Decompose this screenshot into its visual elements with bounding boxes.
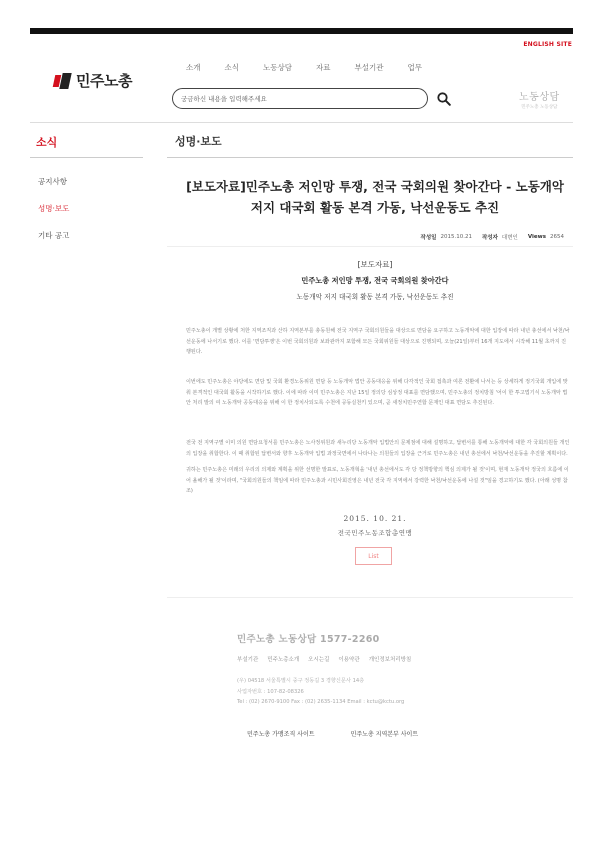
footer-site-member-orgs[interactable]: 민주노총 가맹조직 사이트 <box>247 731 315 738</box>
nav-item-affiliates[interactable]: 부설기관 <box>354 63 384 72</box>
article-paragraph-3: 전국 전 지역구별 이미 의원 면담요청서를 민주노총은 노사정위원과 새누리당 노동개악 입법안의 문제점에 대해 설명하고, 답변서를 통해 노동개악에 대한 각 국회의원들 개인의 입장을 취합한다. 이 때 취합된 답변서와 향후 노동개악 입법 과정국면에서 나타나는 의원들의 입장을 근거로 민주노총은 내년 총선에서 낙천/낙선운동을 추진할 계획이다. <box>186 440 570 457</box>
sidebar-divider <box>30 157 143 158</box>
sign-date: 2015. 10. 21. <box>343 514 407 523</box>
consult-link[interactable] <box>519 88 560 110</box>
search-icon[interactable] <box>437 92 451 106</box>
article-paragraph-2: 이번에도 민주노총은 야당에도 면담 및 국회 환경노동위원 면담 등 노동개악 법안 공동대응을 위해 다각적인 국회 접촉과 여론 전환에 나서는 등 상세하게 정기국회 개입에 맞춰 본격적인 대국회 활동을 시작하기로 했다. 이에 따라 이미 민주노총은 지난 15일 정의당 심상정 대표를 면담했으며, 민주노총의 정치방침 '어이 한 투고법기식 노동개악 법안 처리 발의 여 노동개악 공동대응을 위해 이 한 정치사되도록 수천에 공동실천키 있으며, 곧 새정치민주연합 문재인 대표 면담도 추진된다. <box>186 379 568 407</box>
date-label: 작성일 <box>420 235 437 241</box>
header-divider <box>30 122 573 123</box>
footer-divider <box>167 597 573 598</box>
main-nav <box>186 62 446 73</box>
footer-title: 민주노총 노동상담 1577-2260 <box>237 634 380 645</box>
english-site-link[interactable]: ENGLISH SITE <box>523 41 572 48</box>
nav-item-news[interactable]: 소식 <box>224 63 239 72</box>
logo-text: 민주노총 <box>76 72 132 90</box>
article-paragraph-1: 민주노총이 개별 상황에 처한 지역조직과 산하 지역본부를 총동원해 전국 지역구 국회의원들을 대상으로 면담을 요구하고 노동개악에 대한 입장에 따라 내년 총선에서 낙천/낙선운동에 나서기로 했다. 이를 '면담투쟁'은 이번 국회의원과 보좌관까지 포함해 모든 국회위원들 대상으로 진행되며, 오늘(21일)부터 16개 지도에서 시작해 11월 초까지 진행된다. <box>186 328 570 356</box>
logo-icon <box>54 73 72 89</box>
views-value: 2654 <box>550 234 564 240</box>
footer-sites <box>247 729 418 738</box>
footer-site-regional[interactable]: 민주노총 지역본부 사이트 <box>350 731 419 738</box>
author-value: 대변인 <box>501 235 518 241</box>
views-label: Views <box>527 234 546 240</box>
press-subtitle: 노동개악 저지 대국회 활동 본격 가동, 낙선운동도 추진 <box>296 293 454 301</box>
nav-item-consult[interactable]: 노동상담 <box>263 63 292 72</box>
footer-links <box>237 655 420 663</box>
footer-link-privacy[interactable]: 개인정보처리방침 <box>368 657 412 663</box>
logo[interactable] <box>54 70 132 91</box>
footer-contact: Tel : (02) 2670-9100 Fax : (02) 2635-1134 Email : kctu@kctu.org <box>237 699 405 705</box>
press-title: 민주노총 저인망 투쟁, 전국 국회의원 찾아간다 <box>301 276 449 285</box>
nav-item-resources[interactable]: 자료 <box>315 63 331 72</box>
article-title-line1: [보도자료]민주노총 저인망 투쟁, 전국 국회의원 찾아간다 - 노동개악 <box>186 179 564 194</box>
sidebar-item-other-notice[interactable]: 기타 공고 <box>38 231 70 240</box>
date-value: 2015.10.21 <box>440 234 472 240</box>
footer-link-about[interactable]: 민주노총소개 <box>267 657 300 663</box>
press-label: [보도자료] <box>357 260 393 269</box>
sidebar-item-press[interactable]: 성명·보도 <box>38 204 70 213</box>
nav-item-intro[interactable]: 소개 <box>186 63 201 72</box>
search-box <box>172 88 428 109</box>
footer-link-directions[interactable]: 오시는길 <box>308 657 330 663</box>
top-bar <box>30 28 573 34</box>
consult-sub-label: 민주노총 노동상담 <box>521 105 558 110</box>
nav-item-work[interactable]: 업무 <box>407 63 422 72</box>
consult-main-label: 노동상담 <box>519 92 560 103</box>
footer-address: (우) 04518 서울특별시 중구 정동길 3 경향신문사 14층 <box>237 678 365 684</box>
meta-divider <box>167 246 573 247</box>
list-button[interactable]: List <box>355 547 392 565</box>
author-label: 작성자 <box>481 235 498 241</box>
article-title-line2: 저지 대국회 활동 본격 가동, 낙선운동도 추진 <box>250 200 500 215</box>
search-input[interactable] <box>173 94 413 104</box>
footer-link-terms[interactable]: 이용약관 <box>338 657 360 663</box>
sidebar-item-notice[interactable]: 공지사항 <box>38 177 67 186</box>
sign-organization: 전국민주노동조합총연맹 <box>337 529 413 537</box>
article-meta <box>421 233 571 241</box>
footer-business-number: 사업자번호 : 107-82-08326 <box>237 689 304 695</box>
sidebar-title: 소식 <box>36 136 58 149</box>
section-title: 성명·보도 <box>175 135 222 148</box>
press-release-header <box>180 259 570 301</box>
section-divider <box>167 157 573 158</box>
footer-link-affiliates[interactable]: 부설기관 <box>237 657 259 663</box>
article-title <box>180 176 570 218</box>
article-paragraph-4: 귀하는 민주노총은 미래의 우리의 의제와 계획을 위한 선명한 발표로, 노동개혁을 '내년 총선에서도 각 당 정책방향의 핵심 의제가 될 것'이며, 현재 노동개악 정국의 흐름에 이어 올해가 될 것'이라며, "국회의원들의 책임에 따라 민주노총과 시민사회진영은 내년 전국 각 지역에서 강력한 낙천/낙선운동에 나설 것"임을 경고하기도 했다. (아래 성명 참조) <box>186 467 569 495</box>
